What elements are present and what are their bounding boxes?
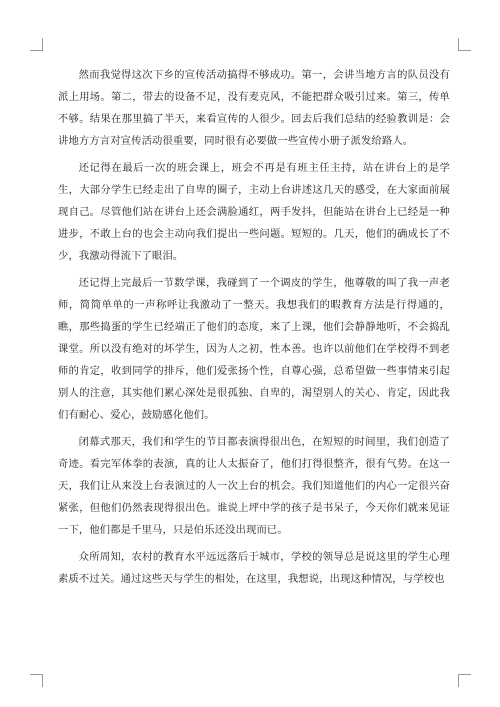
- paragraph-1: 然而我觉得这次下乡的宣传活动搞得不够成功。第一，会讲当地方言的队员没有派上用场。第二，带去的设备不足，没有麦克风，不能把群众吸引过来。第三，传单不够。结果在那里搞了半天，来看宣传的人很少。回去后我们总结的经验教训是：会讲地方方言对宣传活动很重要，同时很有必要做一些宣传小册子派发给路人。: [58, 69, 450, 148]
- paragraph-2: 还记得在最后一次的班会课上，班会不再是有班主任主持，站在讲台上的是学生，大部分学生已经走出了自卑的圈子，主动上台讲述这几天的感受，在大家面前展现自己。尽管他们站在讲台上还会满脸通红，两手发抖，但能站在讲台上已经是一种进步，不敢上台的也会主动向我们提出一些问题。短短的。几天，他们的确成长了不少，我激动得流下了眼泪。: [58, 161, 450, 263]
- paragraph-5: 众所周知，农村的教育水平远远落后于城市，学校的领导总是说这里的学生心理素质不过关。通过这些天与学生的相处，在这里，我想说，出现这种情况，与学校也: [58, 550, 450, 586]
- crop-mark-bottom-right: [458, 674, 471, 687]
- document-body: [58, 64, 450, 595]
- crop-mark-bottom-left: [30, 674, 43, 687]
- crop-mark-top-right: [458, 38, 471, 51]
- crop-mark-top-left: [30, 38, 43, 51]
- paragraph-3: 还记得上完最后一节数学课，我碰到了一个调皮的学生，他尊敬的叫了我一声老师，简简单单的一声称呼让我激动了一整天。我想我们的暇教育方法是行得通的，瞧，那些捣蛋的学生已经端正了他们的态度，来了上课，他们会静静地听，不会捣乱课堂。所以没有绝对的坏学生，因为人之初，性本善。也许以前他们在学校得不到老师的肯定，收到同学的排斥，他们爱张扬个性，自尊心强，总希望做一些事情来引起别人的注意，其实他们累心深处是很孤独、自卑的，渴望别人的关心、肯定，因此我们有耐心、爱心，鼓励感化他们。: [58, 276, 450, 422]
- paragraph-4: 闭幕式那天，我们和学生的节目都表演得很出色，在短短的时间里，我们创造了奇迹。看完军体拳的表演，真的让人太振奋了，他们打得很整齐，很有气势。在这一天，我们让从来没上台表演过的人一次上台的机会。我们知道他们的内心一定很兴奋紧张，但他们仍然表现得很出色。谁说上坪中学的孩子是书呆子，今天你们就来见证一下，他们都是千里马，只是伯乐还没出现而已。: [58, 436, 450, 537]
